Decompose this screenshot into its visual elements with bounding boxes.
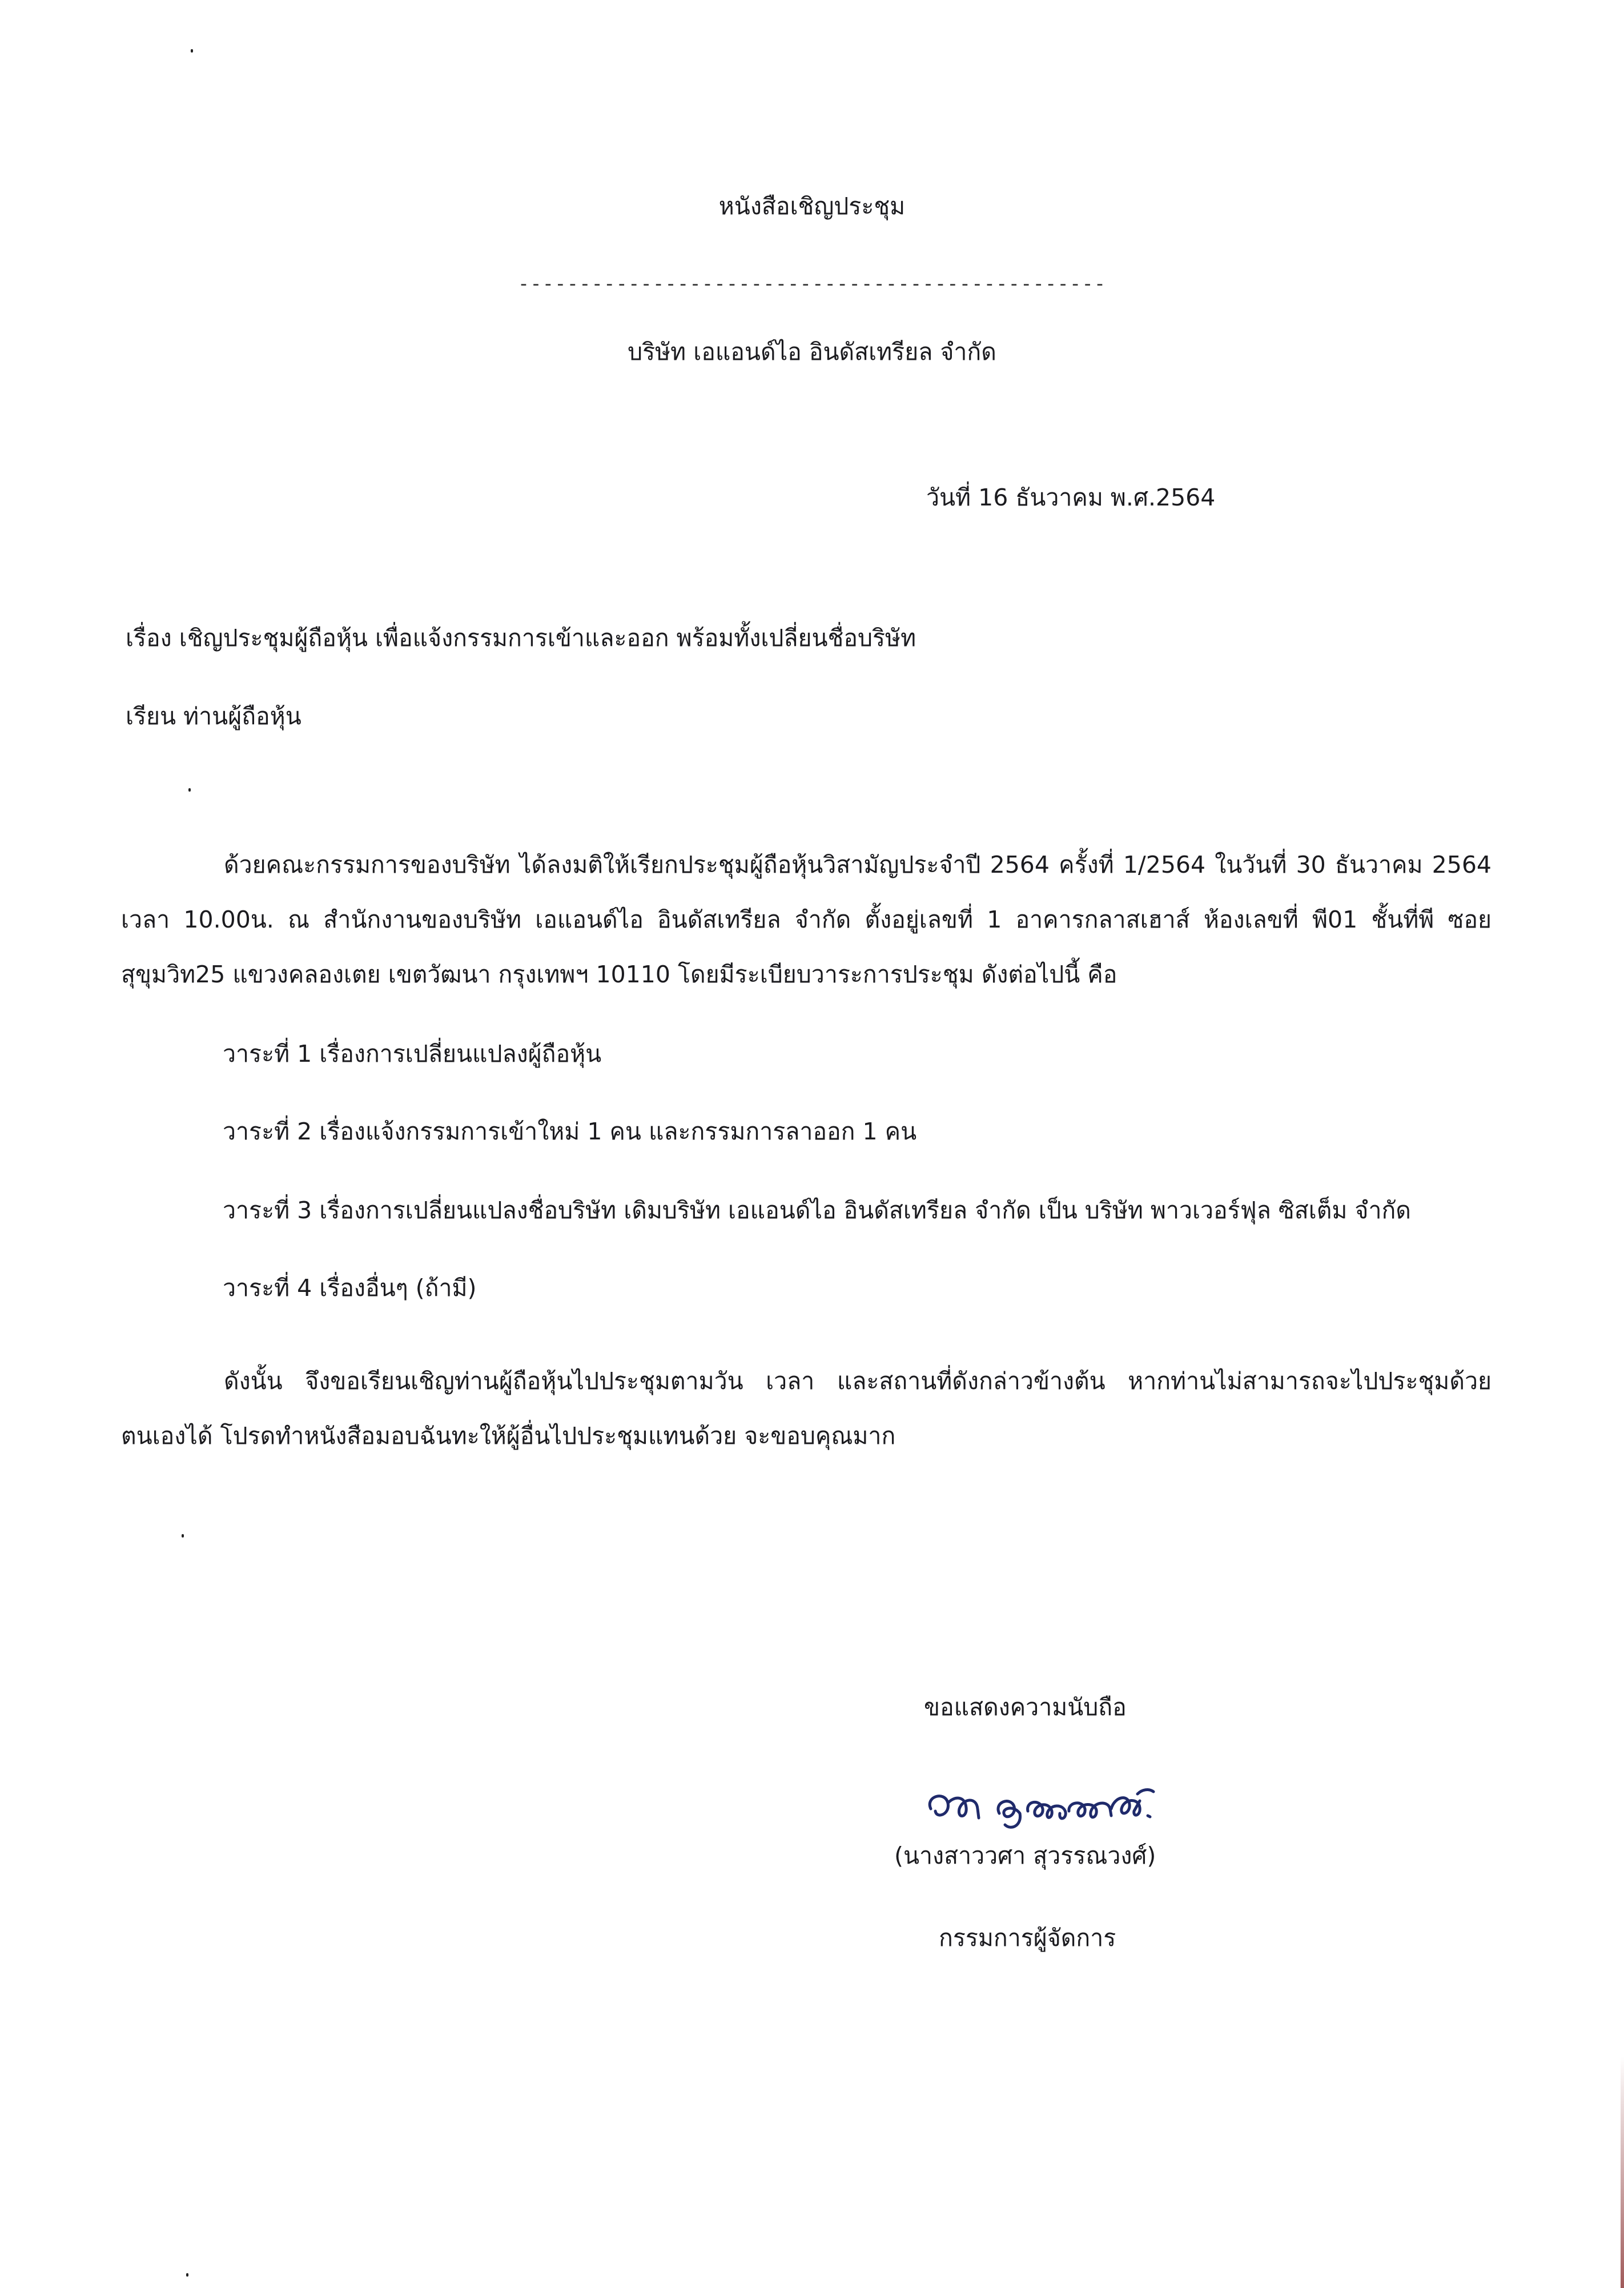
- scan-edge-shadow: [1621, 2056, 1624, 2288]
- agenda-item-3: วาระที่ 3 เรื่องการเปลี่ยนแปลงชื่อบริษัท เดิมบริษัท เอแอนด์ไอ อินดัสเทรียล จำกัด เป็น บริษัท พาวเวอร์ฟุล ซิสเต็ม จำกัด: [223, 1197, 1411, 1224]
- agenda-item-2: วาระที่ 2 เรื่องแจ้งกรรมการเข้าใหม่ 1 คน และกรรมการลาออก 1 คน: [223, 1118, 917, 1145]
- scan-speck: [191, 49, 193, 53]
- company-name: บริษัท เอแอนด์ไอ อินดัสเทรียล จำกัด: [628, 338, 996, 366]
- signer-name: (นางสาววศา สุวรรณวงศ์): [894, 1842, 1156, 1869]
- body-paragraph-1: ด้วยคณะกรรมการของบริษัท ได้ลงมติให้เรียกประชุมผู้ถือหุ้นวิสามัญประจำปี 2564 ครั้งที่ 1/2564 ในวันที่ 30 ธันวาคม 2564 เวลา 10.00น. ณ สำนักงานของบริษัท เอแอนด์ไอ อินดัสเทรียล จำกัด ตั้งอยู่เลขที่ 1 อาคารกลาสเฮาส์ ห้องเลขที่ พี01 ชั้นที่พี ซอยสุขุมวิท25 แขวงคลองเตย เขตวัฒนา กรุงเทพฯ 10110 โดยมีระเบียบวาระการประชุม ดังต่อไปนี้ คือ: [121, 851, 1492, 988]
- closing-phrase: ขอแสดงความนับถือ: [924, 1693, 1127, 1721]
- scan-speck: [188, 788, 191, 792]
- signer-position: กรรมการผู้จัดการ: [939, 1924, 1116, 1952]
- body-paragraph-2: ดังนั้น จึงขอเรียนเชิญท่านผู้ถือหุ้นไปประชุมตามวัน เวลา และสถานที่ดังกล่าวข้างต้น หากท่านไม่สามารถจะไปประชุมด้วยตนเองได้ โปรดทำหนังสือมอบฉันทะให้ผู้อื่นไปประชุมแทนด้วย จะขอบคุณมาก: [121, 1367, 1492, 1450]
- letter-date: วันที่ 16 ธันวาคม พ.ศ.2564: [926, 484, 1216, 511]
- scan-speck: [182, 1534, 184, 1538]
- document-heading: หนังสือเชิญประชุม: [718, 192, 906, 220]
- handwritten-signature: [914, 1773, 1211, 1836]
- agenda-item-1: วาระที่ 1 เรื่องการเปลี่ยนแปลงผู้ถือหุ้น: [223, 1040, 602, 1067]
- letter-salutation: เรียน ท่านผู้ถือหุ้น: [126, 703, 302, 730]
- heading-separator: ------------------------------------------------: [517, 272, 1107, 295]
- letter-subject: เรื่อง เชิญประชุมผู้ถือหุ้น เพื่อแจ้งกรรมการเข้าและออก พร้อมทั้งเปลี่ยนชื่อบริษัท: [126, 624, 916, 652]
- scan-speck: [186, 2273, 188, 2277]
- agenda-item-4: วาระที่ 4 เรื่องอื่นๆ (ถ้ามี): [223, 1274, 477, 1302]
